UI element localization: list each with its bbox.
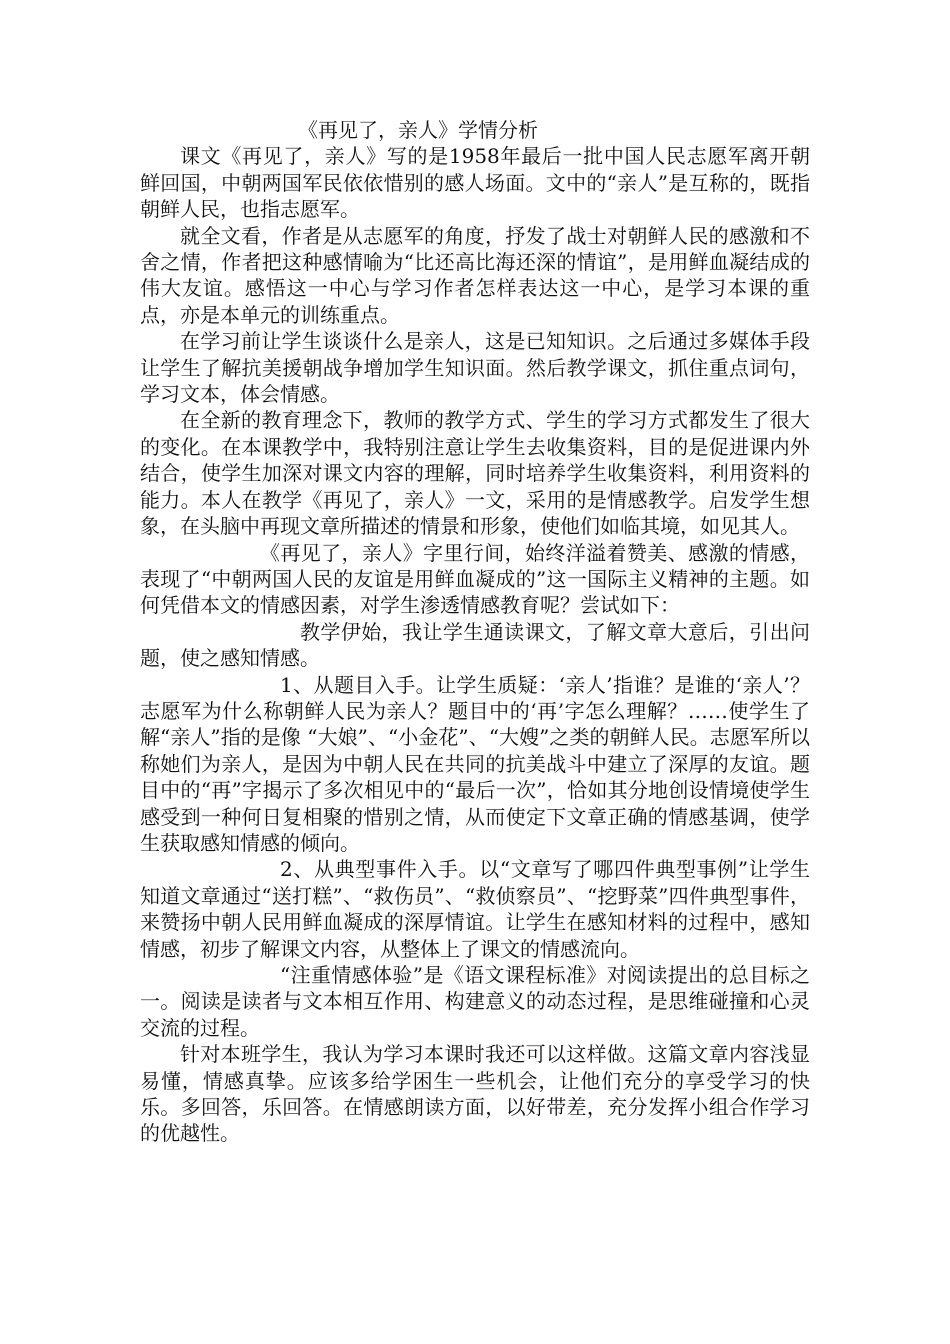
document-body [140,117,810,1147]
paragraph-step-1: 1、从题目入手。让学生质疑：‘亲人’指谁？是谁的‘亲人’？志愿军为什么称朝鲜人民为亲人？题目中的‘再’字怎么理解？……使学生了解“亲人”指的是像 “大娘”、“小金花”、“大嫂”之类的朝鲜人民。志愿军所以称她们为亲人，是因为中朝人民在共同的抗美战斗中建立了深厚的友谊。题目中的“再”字揭示了多次相见中的“最后一次”，恰如其分地创设情境使学生感受到一种何日复相聚的惜别之情，从而使定下文章正确的情感基调，使学生获取感知情感的倾向。 [140,672,810,855]
paragraph-teaching-method: 在全新的教育理念下，教师的教学方式、学生的学习方式都发生了很大的变化。在本课教学中，我特别注意让学生去收集资料，目的是促进课内外结合，使学生加深对课文内容的理解，同时培养学生收集资料，利用资料的能力。本人在教学《再见了，亲人》一文，采用的是情感教学。启发学生想象，在头脑中再现文章所描述的情景和形象，使他们如临其境，如见其人。 [140,408,810,539]
paragraph-standard: “注重情感体验”是《语文课程标准》对阅读提出的总目标之一。阅读是读者与文本相互作用、构建意义的动态过程，是思维碰撞和心灵交流的过程。 [140,963,810,1040]
paragraph-emotion: 《再见了，亲人》字里行间，始终洋溢着赞美、感激的情感，表现了“中朝两国人民的友谊是用鲜血凝成的”这一国际主义精神的主题。如何凭借本文的情感因素，对学生渗透情感教育呢？尝试如下： [140,540,810,618]
paragraph-prior-knowledge: 在学习前让学生谈谈什么是亲人，这是已知知识。之后通过多媒体手段让学生了解抗美援朝战争增加学生知识面。然后教学课文，抓住重点词句，学习文本，体会情感。 [140,329,810,407]
document-title: 《再见了，亲人》学情分析 [298,118,538,142]
paragraph-class-plan: 针对本班学生，我认为学习本课时我还可以这样做。这篇文章内容浅显易懂，情感真挚。应该多给学困生一些机会，让他们充分的享受学习的快乐。多回答，乐回答。在情感朗读方面，以好带差，充分发挥小组合作学习的优越性。 [140,1042,810,1146]
paragraph-theme: 就全文看，作者是从志愿军的角度，抒发了战士对朝鲜人民的感激和不舍之情，作者把这种感情喻为“比还高比海还深的情谊”，是用鲜血凝结成的伟大友谊。感悟这一中心与学习作者怎样表达这一中心，是学习本课的重点，亦是本单元的训练重点。 [140,223,810,327]
paragraph-step-2: 2、从典型事件入手。以“文章写了哪四件典型事例”让学生知道文章通过“送打糕”、“救伤员”、“救侦察员”、“挖野菜”四件典型事件，来赞扬中朝人民用鲜血凝成的深厚情谊。让学生在感知材料的过程中，感知情感，初步了解课文内容，从整体上了课文的情感流向。 [140,857,810,961]
paragraph-start: 教学伊始，我让学生通读课文，了解文章大意后，引出问题，使之感知情感。 [140,619,810,671]
paragraph-intro: 课文《再见了，亲人》写的是1958年最后一批中国人民志愿军离开朝鲜回国，中朝两国军民依依惜别的感人场面。文中的“亲人”是互称的，既指朝鲜人民，也指志愿军。 [140,144,810,222]
